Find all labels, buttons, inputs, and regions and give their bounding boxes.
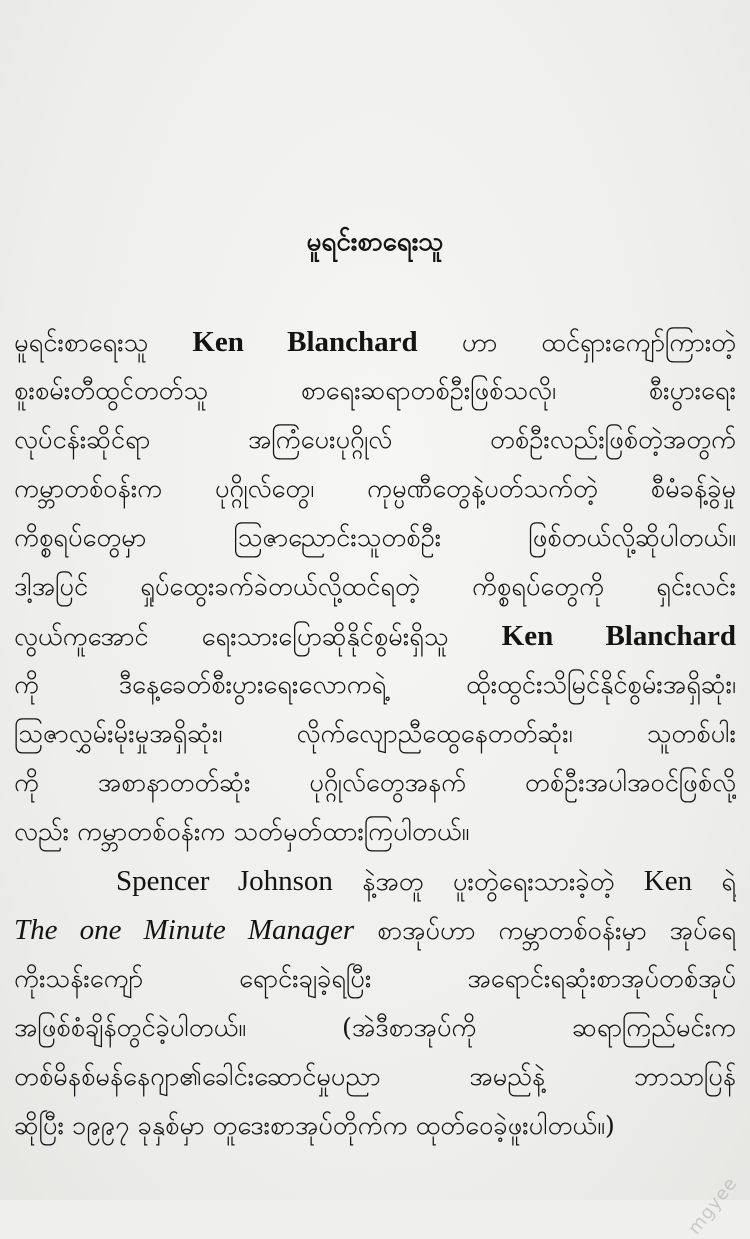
text-segment: ကမ္ဘာတစ်ဝန်းက ပုဂ္ဂိုလ်တွေ၊ ကုမ္ပဏီတွေနဲ့ပတ်သက်တဲ့ စီမံခန့်ခွဲမှု: [14, 474, 736, 504]
text-line: [14, 906, 736, 955]
text-segment: စူးစမ်းတီထွင်တတ်သူ စာရေးဆရာတစ်ဦးဖြစ်သလို၊ စီးပွားရေး: [14, 376, 736, 406]
text-segment: မူရင်းစာရေးသူ: [14, 328, 193, 358]
text-line: [14, 955, 736, 1004]
body-text: [14, 318, 736, 1151]
text-line: [14, 661, 736, 710]
text-line: [14, 808, 736, 857]
text-segment: အဖြစ်စံချိန်တွင်ခဲ့ပါတယ်။ (အဲဒီစာအုပ်ကို ဆရာကြည်မင်းက: [14, 1013, 736, 1043]
text-line: [14, 1053, 736, 1102]
text-line: [14, 759, 736, 808]
text-line: [14, 367, 736, 416]
text-line: [14, 1004, 736, 1053]
text-segment: လွယ်ကူအောင် ရေးသားပြောဆိုနိုင်စွမ်းရှိသူ: [14, 622, 502, 652]
text-segment: တစ်မိနစ်မန်နေဂျာ၏ခေါင်းဆောင်မှုပညာ အမည်နဲ့ ဘာသာပြန်: [14, 1062, 736, 1092]
text-segment: ဆိုပြီး ၁၉၉၇ ခုနှစ်မှာ တူဒေးစာအုပ်တိုက်က ထုတ်ဝေခဲ့ဖူးပါတယ်။): [14, 1111, 615, 1141]
text-line: [14, 416, 736, 465]
text-segment: ဩဇာလွှမ်းမိုးမှုအရှိဆုံး၊ လိုက်လျောညီထွေနေတတ်ဆုံး၊ သူတစ်ပါး: [14, 719, 736, 749]
english-term: Ken: [643, 865, 693, 897]
text-line: [14, 465, 736, 514]
section-heading: မူရင်းစာရေးသူ: [306, 227, 444, 257]
text-segment: ရဲ့: [692, 867, 736, 897]
text-segment: ကိစ္စရပ်တွေမှာ ဩဇာညောင်းသူတစ်ဦး ဖြစ်တယ်လို့ဆိုပါတယ်။: [14, 523, 736, 553]
text-segment: လုပ်ငန်းဆိုင်ရာ အကြံပေးပုဂ္ဂိုလ် တစ်ဦးလည်းဖြစ်တဲ့အတွက်: [14, 425, 736, 455]
text-line: [14, 563, 736, 612]
text-line: [14, 514, 736, 563]
english-term: The one Minute Manager: [14, 914, 355, 946]
text-line: [14, 612, 736, 661]
text-line: [14, 710, 736, 759]
text-segment: ကိုးသန်းကျော် ရောင်းချခဲ့ရပြီး အရောင်းရဆုံးစာအုပ်တစ်အုပ်: [14, 964, 736, 994]
text-line: [14, 1102, 736, 1151]
text-segment: ကို အစာနာတတ်ဆုံး ပုဂ္ဂိုလ်တွေအနက် တစ်ဦးအပါအဝင်ဖြစ်လို့: [14, 768, 736, 798]
english-term: Spencer Johnson: [116, 865, 333, 897]
text-segment: နဲ့အတူ ပူးတွဲရေးသားခဲ့တဲ့: [332, 867, 644, 897]
text-segment: ဟာ ထင်ရှားကျော်ကြားတဲ့: [417, 328, 736, 358]
text-line: [14, 318, 736, 367]
text-segment: စာအုပ်ဟာ ကမ္ဘာတစ်ဝန်းမှာ အုပ်ရေ: [354, 916, 736, 946]
english-term: Ken Blanchard: [192, 326, 418, 358]
text-segment: ဒါ့အပြင် ရှုပ်ထွေးခက်ခဲတယ်လို့ထင်ရတဲ့ ကိစ္စရပ်တွေကို ရှင်းလင်း: [14, 572, 736, 602]
english-term: Ken Blanchard: [501, 620, 736, 652]
text-segment: လည်း ကမ္ဘာတစ်ဝန်းက သတ်မှတ်ထားကြပါတယ်။: [14, 817, 470, 847]
text-segment: ကို ဒီနေ့ခေတ်စီးပွားရေးလောကရဲ့ ထိုးထွင်းသိမြင်နိုင်စွမ်းအရှိဆုံး၊: [14, 670, 736, 700]
watermark: mgyee: [684, 1173, 742, 1239]
text-line: [14, 857, 736, 906]
